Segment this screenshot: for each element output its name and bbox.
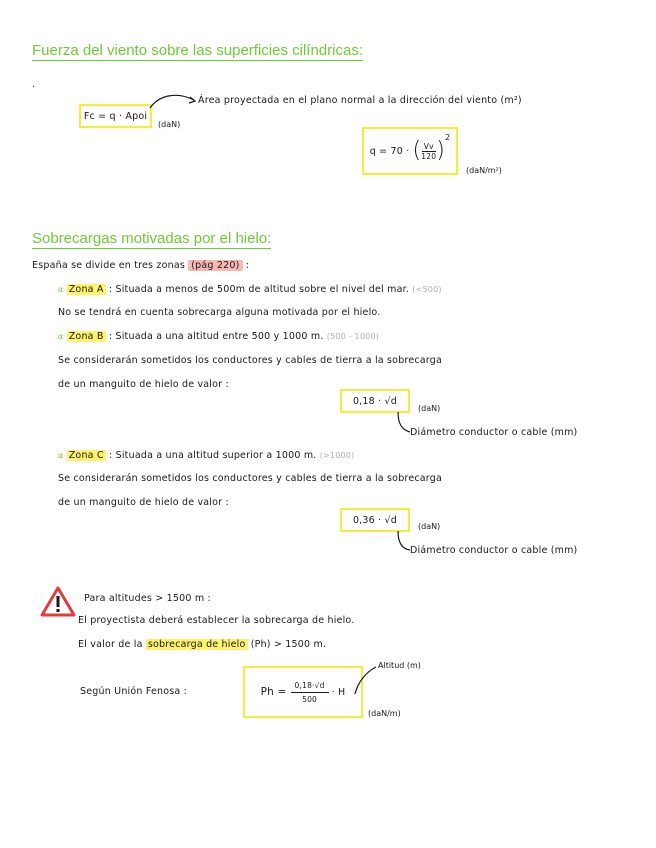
area-arrow <box>150 95 194 108</box>
zone-c-diameter-note: Diámetro conductor o cable (mm) <box>410 545 578 556</box>
zone-b-note-2: de un manguito de hielo de valor : <box>58 379 229 390</box>
unit-ph: (daN/m) <box>368 709 401 718</box>
area-note: Área proyectada en el plano normal a la dirección del viento (m²) <box>198 95 522 106</box>
zone-b-bullet: α <box>58 332 64 341</box>
zone-b-diameter-note: Diámetro conductor o cable (mm) <box>410 427 578 438</box>
zone-b-note-1: Se considerarán sometidos los conductores y cables de tierra a la sobrecarga <box>58 355 442 366</box>
zone-c-diam-arrow <box>398 531 410 550</box>
zone-c-label: Zona C <box>68 450 104 461</box>
altitude-label: Altitud (m) <box>378 661 421 670</box>
zone-b-formula: 0,18 · √d <box>352 395 398 407</box>
page-reference: (pág 220) <box>188 260 242 271</box>
formula-ph-lhs: Ph = <box>260 686 287 698</box>
zone-a-label: Zona A <box>68 284 104 295</box>
formula-ph-den: 500 <box>302 694 318 704</box>
formula-q-prefix: q = 70 · <box>369 145 410 157</box>
zone-c-unit: (daN) <box>418 522 441 531</box>
zone-c-note-1: Se considerarán sometidos los conductores y cables de tierra a la sobrecarga <box>58 473 442 484</box>
ice-load-highlight: sobrecarga de hielo <box>147 639 246 650</box>
heading-wind-force: Fuerza del viento sobre las superficies cilíndricas: <box>32 42 363 59</box>
zone-a-note: No se tendrá en cuenta sobrecarga alguna motivada por el hielo. <box>58 307 381 318</box>
zone-a-text: : Situada a menos de 500m de altitud sobre el nivel del mar. <box>108 284 410 295</box>
altitude-arrow <box>355 667 376 694</box>
zone-b-text: : Situada a una altitud entre 500 y 1000 m. <box>108 331 324 342</box>
zone-b-unit: (daN) <box>418 404 441 413</box>
formula-ph-num: 0,18·√d <box>291 681 329 693</box>
designer-note: El proyectista deberá establecer la sobrecarga de hielo. <box>78 615 355 626</box>
formula-q-num: Vv <box>423 141 434 151</box>
ice-load-pre: El valor de la <box>78 639 143 650</box>
zone-c-text: : Situada a una altitud superior a 1000 m. <box>108 450 317 461</box>
formula-fc: Fc = q · Apoi <box>83 110 148 122</box>
formula-ph-mult: · H <box>331 686 346 698</box>
bullet-dot: · <box>32 82 36 93</box>
intro-colon: : <box>245 260 250 271</box>
unit-q: (daN/m²) <box>466 166 502 175</box>
zone-a-bullet: α <box>58 285 64 294</box>
intro-text: España se divide en tres zonas <box>32 260 186 271</box>
formula-q-box: q = 70 · ( $\frac{Vv}{120}$ ) $^2$ <box>362 127 458 175</box>
warning-title: Para altitudes > 1500 m : <box>84 593 211 604</box>
zone-b-diam-arrow <box>398 412 410 432</box>
zone-b-range: (500 - 1000) <box>326 332 380 341</box>
union-fenosa-label: Según Unión Fenosa : <box>80 686 188 697</box>
unit-fc: (daN) <box>158 120 181 129</box>
zone-c-formula: 0,36 · √d <box>352 514 398 526</box>
heading-ice-loads: Sobrecargas motivadas por el hielo: <box>32 230 272 247</box>
ice-load-post: (Ph) > 1500 m. <box>250 639 327 650</box>
formula-q-exp: 2 <box>444 133 451 142</box>
zone-c-note-2: de un manguito de hielo de valor : <box>58 497 229 508</box>
formula-q-den: 120 <box>421 151 437 161</box>
zone-a-range: (<500) <box>412 285 442 294</box>
zone-c-range: (>1000) <box>319 451 355 460</box>
zone-c-bullet: α <box>58 451 64 460</box>
zone-b-label: Zona B <box>68 331 104 342</box>
